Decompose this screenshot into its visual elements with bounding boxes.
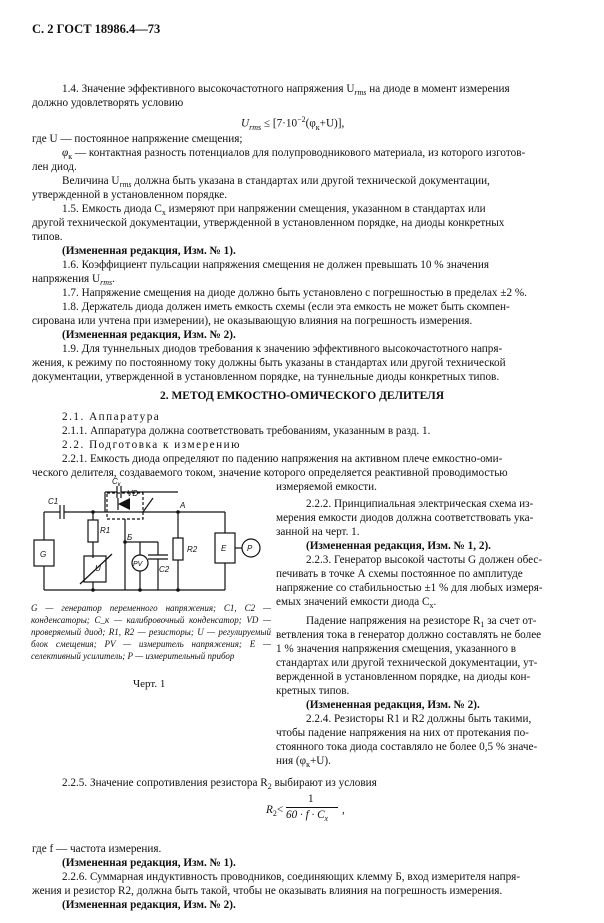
p2-2-1-line2: ческого делителя, создаваемого током, значение которого определяется реактивной проводимостью [32,467,508,479]
phi-k-line1: $\varphi_к$ — контактная разность потенциалов для полупроводникового материала, из которого изготов- [62,147,526,162]
where-u: где U — постоянное напряжение смещения; [32,133,243,145]
p2-2-2-line2: мерения емкости диодов должна соответствовать ука- [276,512,534,524]
label-c2: C2 [159,565,170,574]
amendment-1-2: (Измененная редакция, Изм. № 1, 2). [306,540,491,552]
drop-line1: Падение напряжения на резисторе $R_1$ за счет от- [306,615,537,630]
p2-2-2-line3: занной на черт. 1. [276,526,360,538]
amendment-2b: (Измененная редакция, Изм. № 2). [306,699,480,711]
section-2-title: 2. МЕТОД ЕМКОСТНО-ОМИЧЕСКОГО ДЕЛИТЕЛЯ [159,390,445,402]
label-c1: C1 [48,497,59,506]
label-u: U [95,564,101,573]
point-b: Б [127,533,133,542]
drop-line3: 1 % значения напряжения смещения, указанного в [276,643,517,655]
p1-4-line1: 1.4. Значение эффективного высокочастотного напряжения $U_{rms}$ на диоде в момент измерения [62,83,510,98]
p2-2-2-line1: 2.2.2. Принципиальная электрическая схема из- [306,498,534,510]
label-e: E [221,544,227,553]
drop-line6: кретных типов. [276,685,350,697]
p1-5-line2: другой технической документации, утвержденной в установленном порядке, на диоды конкретных [32,217,505,229]
page-header: С. 2 ГОСТ 18986.4—73 [32,22,161,36]
p2-2-6-line1: 2.2.6. Суммарная индуктивность проводников, соединяющих клемму Б, вход измерителя напря- [62,871,521,883]
drop-line5: вержденной в установленном порядке, на диоды кон- [276,671,531,683]
p1-9-line3: документации, утвержденной в установленном порядке, на туннельные диоды конкретных типов. [32,371,500,383]
p1-9-line2: жения, к режиму по постоянному току должны быть указаны в стандартах или другой технической [32,357,506,369]
p2-2-3-line2: печивать в точке А схемы постоянное по амплитуде [276,568,523,580]
figure-label: Черт. 1 [133,678,166,690]
p2-1-1: 2.1.1. Аппаратура должна соответствовать требованиям, указанным в разд. 1. [62,425,431,437]
label-ck: $C_к$ [112,478,121,488]
p1-6-line1: 1.6. Коэффициент пульсации напряжения смещения не должен превышать 10 % значения [62,259,490,271]
p1-9-line1: 1.9. Для туннельных диодов требования к значению эффективного высокочастотного напря- [62,343,503,355]
p2-2-4-line3: стоянного тока диода составляло не более 0,5 % значе- [276,741,538,753]
formula-urms: $U_{rms} \le [7\cdot 10^{-2}(\varphi_к+U)]$, [241,115,345,132]
p1-7: 1.7. Напряжение смещения на диоде должно быть установлено с погрешностью в пределах ±2 %. [62,287,527,299]
p2-2-4-line4: ния $(\varphi_к+U)$. [276,755,331,770]
p2-2-1-line3: измеряемой емкости. [276,481,377,493]
p1-5-line3: типов. [32,231,63,243]
p1-4-line2: должно удовлетворять условию [32,97,184,109]
drop-line4: стандартах или другой технической документации, ут- [276,657,538,669]
p2-2-4-line2: чтобы падение напряжения на них от протекания по- [276,727,529,739]
amendment-2c: (Измененная редакция, Изм. № 2). [62,899,236,911]
drop-line2: ветвления тока в генератор должно составлять не более [276,629,542,641]
label-r1: R1 [100,526,111,535]
amendment-1b: (Измененная редакция, Изм. № 1). [62,857,236,869]
p1-5-line1: 1.5. Емкость диода $C_x$ измеряют при напряжении смещения, указанном в стандартах или [62,203,486,218]
p2-2-1-line1: 2.2.1. Емкость диода определяют по падению напряжения на активном плече емкостно-оми- [62,453,503,465]
p2-2-3-line1: 2.2.3. Генератор высокой частоты G должен обес- [306,554,543,566]
label-g: G [40,550,47,559]
p2-2: 2.2. Подготовка к измерению [62,439,241,451]
label-r2: R2 [187,545,198,554]
point-a: А [180,501,186,510]
label-pv: PV [133,561,143,568]
p2-2-5: 2.2.5. Значение сопротивления резистора $R_2$ выбирают из условия [62,777,377,792]
formula-r2: $R_2<$ 1 $60 \cdot f \cdot C_x$ , [266,793,345,824]
amendment-2: (Измененная редакция, Изм. № 2). [62,329,236,341]
p2-2-3-line3: напряжение со стабильностью ±1 % для любых измеря- [276,582,543,594]
p2-2-4-line1: 2.2.4. Резисторы R1 и R2 должны быть такими, [306,713,532,725]
urms-note-line1: Величина $U_{rms}$ должна быть указана в стандартах или другой технической документации, [62,175,490,190]
amendment-1: (Измененная редакция, Изм. № 1). [62,245,236,257]
where-f: где f — частота измерения. [32,843,162,855]
p1-6-line2: напряжения $U_{rms}$. [32,273,115,288]
urms-note-line2: утвержденной в установленном порядке. [32,189,228,201]
label-vd: VD [127,489,139,498]
p1-8-line1: 1.8. Держатель диода должен иметь емкость схемы (если эта емкость не может быть скомпен- [62,301,510,313]
figure-caption: G — генератор переменного напряжения; C1, C2 — конденсаторы; C_к — калибровочный конденсатор; VD — проверяемый диод; R1, R2 — резисторы; U — регулируемый блок смещения; PV — измеритель напряжения; E — селективный усилитель; P — измерительный прибор [31,603,271,661]
p1-8-line2: сирована или учтена при измерении), не оказывающую влияния на погрешность измерения. [32,315,473,327]
circuit-diagram [30,478,275,600]
p2-2-3-line4: емых значений емкости диода $C_x$. [276,596,437,611]
label-p: P [247,544,253,553]
p2-1: 2.1. Аппаратура [62,411,161,423]
p2-2-6-line2: жения и резистор R2, должна быть такой, чтобы не оказывать влияния на погрешность измерения. [32,885,503,897]
phi-k-line2: лен диод. [32,161,77,173]
